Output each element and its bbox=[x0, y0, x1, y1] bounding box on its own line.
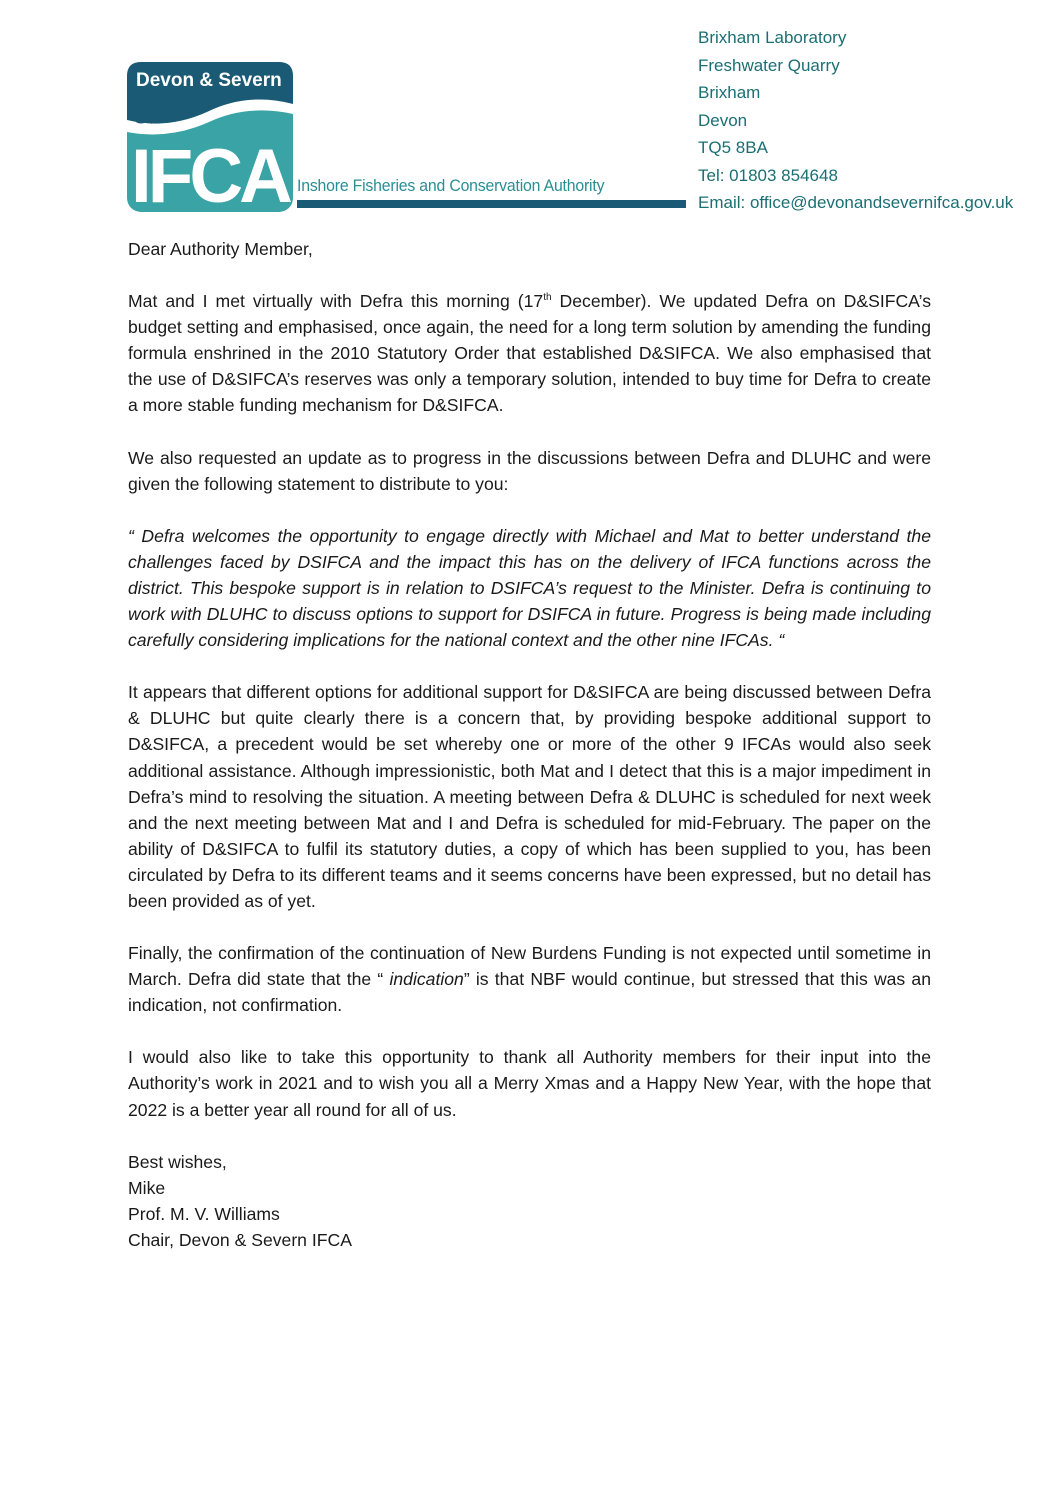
devon-severn-ifca-logo bbox=[127, 62, 293, 212]
signer-first-name: Mike bbox=[128, 1177, 166, 1198]
header-rule bbox=[297, 200, 686, 208]
paragraph-funding-part-1: Finally, the confirmation of the continuation of New Burdens Funding is not expected until sometime in March. Defra did state that the “ bbox=[128, 943, 931, 990]
logo-big-text: IFCA bbox=[131, 134, 292, 212]
ordinal-suffix: th bbox=[543, 292, 552, 304]
address-line-1: Brixham Laboratory bbox=[698, 28, 847, 47]
signer-full-name: Prof. M. V. Williams bbox=[128, 1203, 280, 1224]
paragraph-funding-part-2: ” is that NBF would continue, but stressed that this was an indication, not confirmation. bbox=[128, 969, 931, 1016]
defra-statement-quote: “ Defra welcomes the opportunity to engage directly with Michael and Mat to better understand the challenges faced by DSIFCA and the impact this has on the delivery of IFCA functions across the district. This bespoke support is in relation to DSIFCA’s request to the Minister. Defra is continuing to work with DLUHC to discuss options to support for DSIFCA in future. Progress is being made including carefully considering implications for the national context and the other nine IFCAs. “ bbox=[128, 525, 931, 651]
paragraph-funding bbox=[128, 940, 931, 1018]
authority-name: Inshore Fisheries and Conservation Authority bbox=[297, 176, 605, 195]
logo-top-text: Devon & Severn bbox=[136, 70, 282, 91]
address-line-3: Brixham bbox=[698, 83, 761, 102]
indication-emphasis: indication bbox=[389, 969, 464, 990]
paragraph-options: It appears that different options for additional support for D&SIFCA are being discussed between Defra & DLUHC but quite clearly there is a concern that, by providing bespoke additional support to D&SIFCA, a precedent would be set whereby one or more of the other 9 IFCAs would also seek additional assistance. Although impressionistic, both Mat and I detect that this is a major impediment in Defra’s mind to resolving the situation. A meeting between Defra & DLUHC is scheduled for next week and the next meeting between Mat and I and Defra is scheduled for mid-February. The paper on the ability of D&SIFCA to fulfil its statutory duties, a copy of which has been supplied to you, has been circulated by Defra to its different teams and it seems concerns have been expressed, but no detail has been provided as of yet. bbox=[128, 682, 931, 911]
paragraph-thanks: I would also like to take this opportunity to thank all Authority members for their input into the Authority’s work in 2021 and to wish you all a Merry Xmas and a Happy New Year, with the hope that 2022 is a better year all round for all of us. bbox=[128, 1047, 931, 1120]
address-postcode: TQ5 8BA bbox=[698, 138, 768, 157]
letter-body bbox=[128, 236, 931, 1253]
address-telephone: Tel: 01803 854648 bbox=[698, 165, 838, 185]
paragraph-request: We also requested an update as to progress in the discussions between Defra and DLUHC and were given the following statement to distribute to you: bbox=[128, 447, 931, 494]
paragraph-meeting-part-2: December). We updated Defra on D&SIFCA’s budget setting and emphasised, once again, the need for a long term solution by amending the funding formula enshrined in the 2010 Statutory Order that established D&SIFCA. We also emphasised that the use of D&SIFCA’s reserves was only a temporary solution, intended to buy time for Defra to create a more stable funding mechanism for D&SIFCA. bbox=[128, 291, 932, 416]
signoff: Best wishes, bbox=[128, 1151, 227, 1172]
signature-block bbox=[128, 1149, 931, 1253]
signer-title: Chair, Devon & Severn IFCA bbox=[128, 1229, 352, 1250]
paragraph-meeting bbox=[128, 288, 931, 418]
address-line-2: Freshwater Quarry bbox=[698, 55, 840, 75]
address-line-4: Devon bbox=[698, 110, 748, 130]
address-block bbox=[698, 24, 1013, 217]
address-email: Email: office@devonandsevernifca.gov.uk bbox=[698, 193, 1014, 212]
paragraph-meeting-part-1: Mat and I met virtually with Defra this morning (17 bbox=[128, 291, 544, 312]
salutation: Dear Authority Member, bbox=[128, 239, 313, 259]
